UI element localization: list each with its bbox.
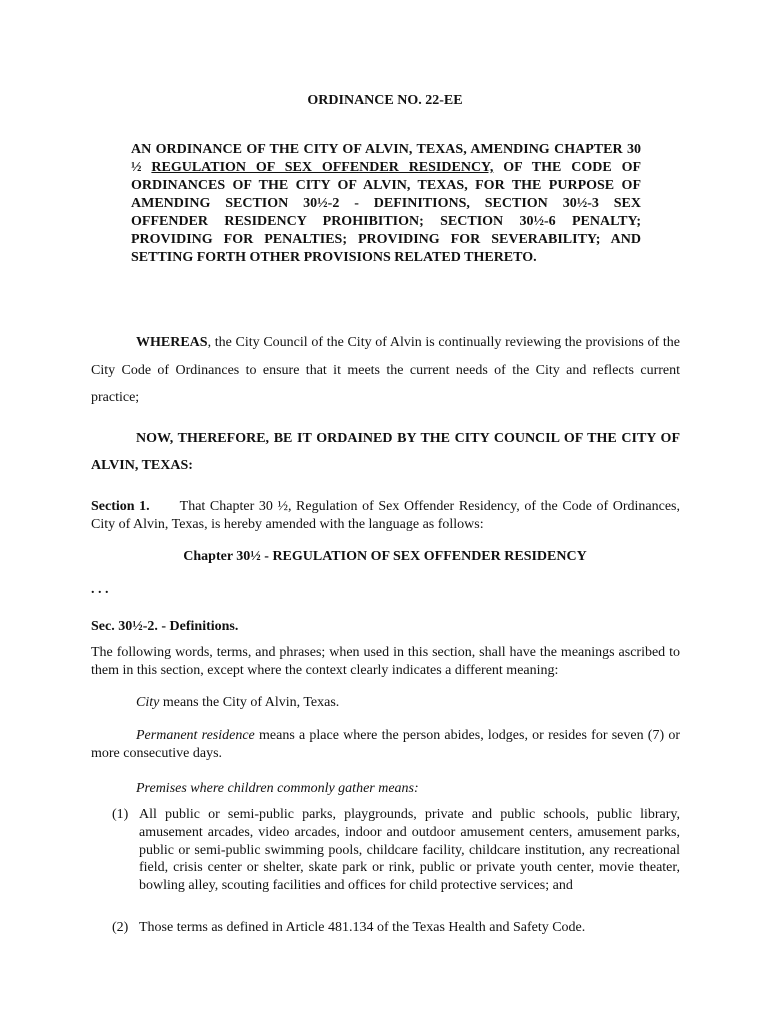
list-item-number: (2) <box>112 920 129 935</box>
definition-premises-term: Premises where children commonly gather means: <box>136 781 419 796</box>
list-item <box>112 806 680 895</box>
ellipsis: . . . <box>91 582 109 597</box>
definitions-intro: The following words, terms, and phrases; when used in this section, shall have the meanings ascribed to them in this section, except where the context clearly indicates a different meaning: <box>91 645 680 678</box>
definition-city-text: means the City of Alvin, Texas. <box>159 695 340 710</box>
ordinance-caption <box>131 141 641 267</box>
caption-part-2: OF THE CODE OF ORDINANCES OF THE CITY OF ALVIN, TEXAS, FOR THE PURPOSE OF AMENDING SECTION 30½-2 - DEFINITIONS, SECTION 30½-3 SEX OFFENDER RESIDENCY PROHIBITION; SECTION 30½-6 PENALTY; PROVIDING FOR PENALTIES; PROVIDING FOR SEVERABILITY; AND SETTING FORTH OTHER PROVISIONS RELATED THERETO. <box>131 160 642 265</box>
section-heading: Sec. 30½-2. - Definitions. <box>91 619 239 634</box>
section-1-paragraph <box>91 498 680 534</box>
definition-permanent-residence-text: means a place where the person abides, lodges, or resides for seven (7) or more consecutive days. <box>91 728 680 761</box>
caption-part-1: AN ORDINANCE OF THE CITY OF ALVIN, TEXAS, AMENDING CHAPTER 30 ½ <box>131 142 641 175</box>
section-1-text: That Chapter 30 ½, Regulation of Sex Offender Residency, of the Code of Ordinances, City of Alvin, Texas, is hereby amended with the language as follows: <box>91 499 680 532</box>
list-item-text: Those terms as defined in Article 481.134 of the Texas Health and Safety Code. <box>139 920 586 935</box>
definition-premises <box>91 780 680 798</box>
list-item-number: (1) <box>112 807 129 822</box>
whereas-paragraph <box>91 329 680 412</box>
definition-permanent-residence-term: Permanent residence <box>136 728 255 743</box>
ordinance-title: ORDINANCE NO. 22-EE <box>307 93 463 108</box>
now-therefore-text: NOW, THEREFORE, BE IT ORDAINED BY THE CITY COUNCIL OF THE CITY OF ALVIN, TEXAS: <box>91 431 680 473</box>
section-1-label: Section 1. <box>91 499 150 514</box>
definition-permanent-residence <box>91 727 680 763</box>
whereas-lead: WHEREAS <box>136 335 208 350</box>
definition-city-term: City <box>136 695 160 710</box>
chapter-heading: Chapter 30½ - REGULATION OF SEX OFFENDER RESIDENCY <box>183 549 587 564</box>
whereas-text: , the City Council of the City of Alvin is continually reviewing the provisions of the City Code of Ordinances to ensure that it meets the current needs of the City and reflects current practice; <box>91 335 680 405</box>
list-item-text: All public or semi-public parks, playgrounds, private and public schools, public library, amusement arcades, video arcades, indoor and outdoor amusement centers, amusement parks, public or semi-public swimming pools, childcare facility, childcare institution, any recreational field, crisis center or shelter, skate park or rink, public or private youth center, movie theater, bowling alley, scouting facilities and offices for child protective services; and <box>139 807 680 894</box>
list-item <box>112 919 680 937</box>
now-therefore-paragraph <box>91 425 680 479</box>
definition-city <box>91 694 680 712</box>
caption-underlined: REGULATION OF SEX OFFENDER RESIDENCY, <box>151 160 494 175</box>
